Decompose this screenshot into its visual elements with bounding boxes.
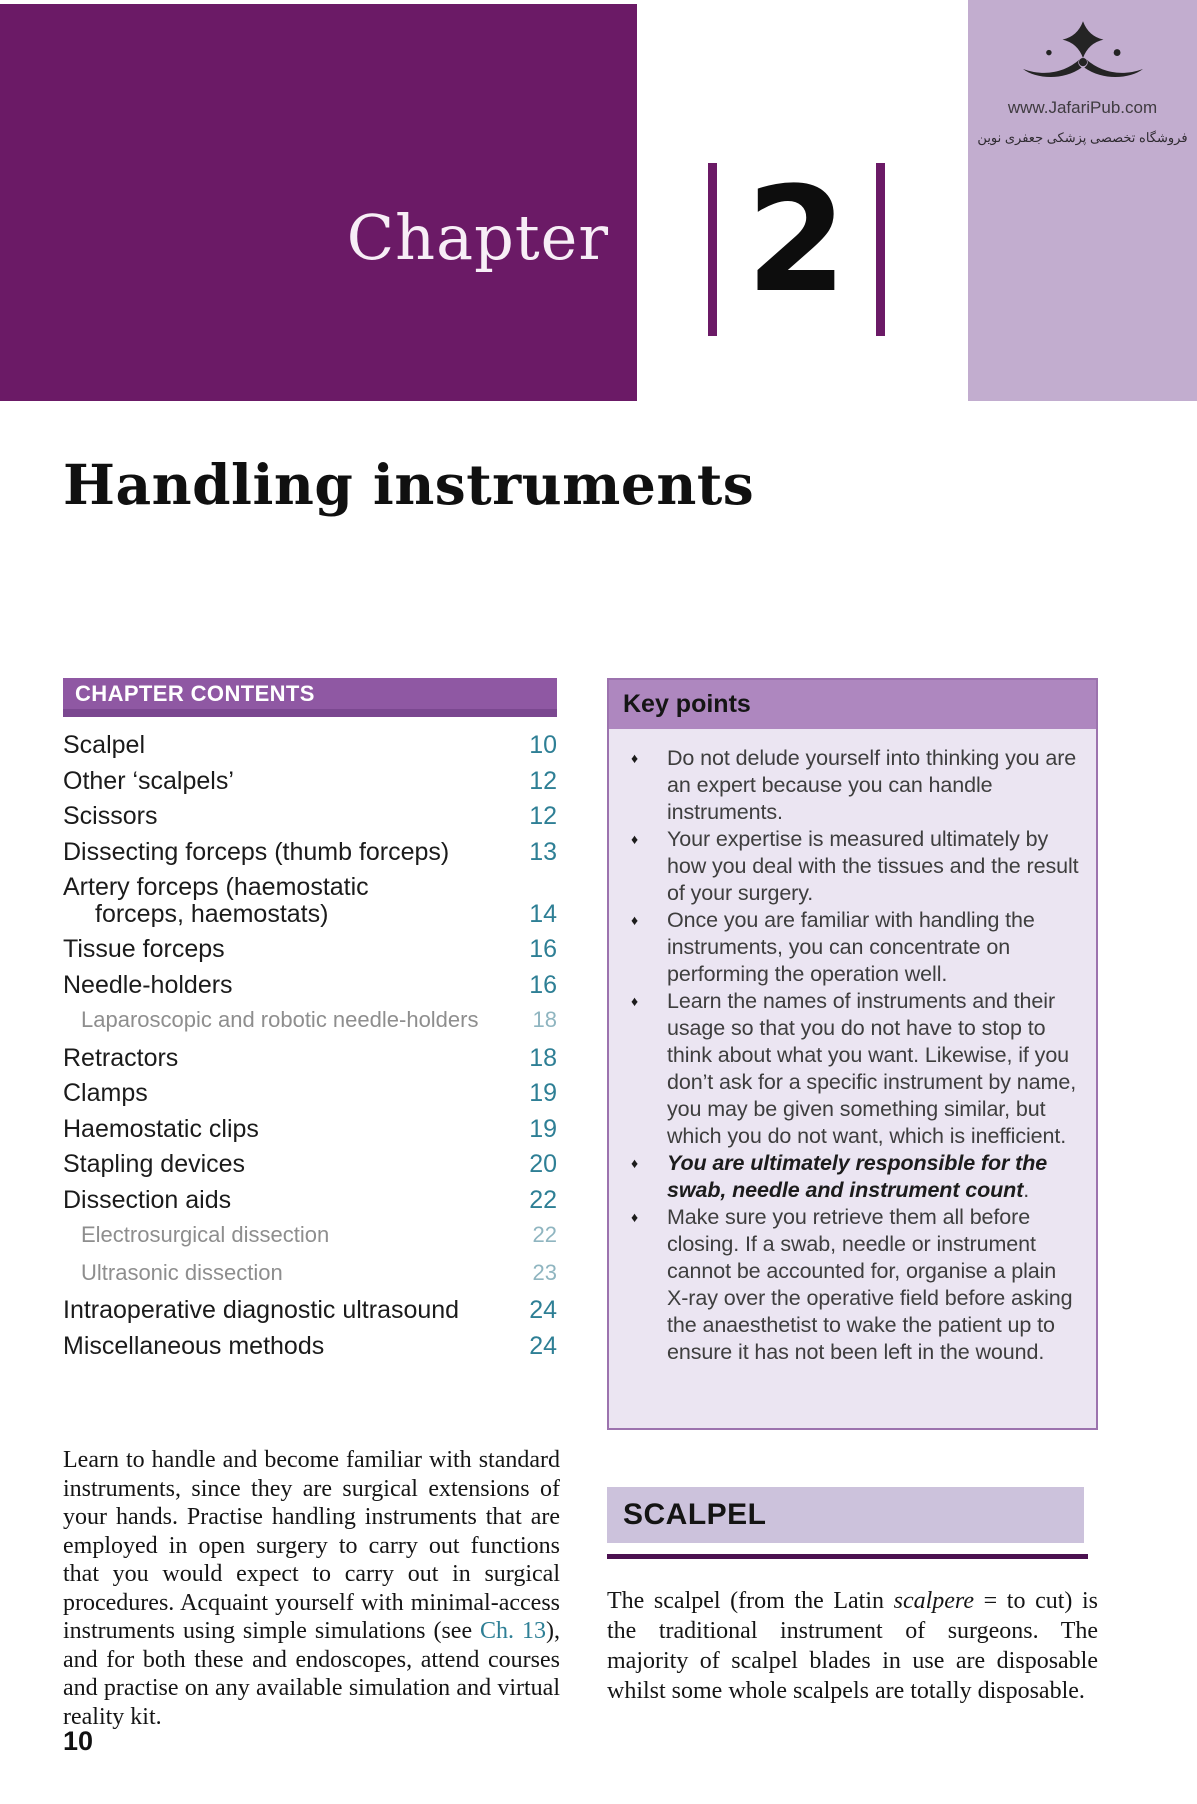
scalpel-section-rule: [607, 1554, 1088, 1559]
toc-page-number[interactable]: 10: [529, 731, 557, 759]
toc-row[interactable]: [63, 839, 557, 866]
page-title: Handling instruments: [63, 452, 755, 517]
toc-row[interactable]: [63, 972, 557, 999]
keypoint-item: [627, 1204, 1082, 1366]
toc-label: Scissors: [63, 802, 158, 830]
diamond-bullet-icon: ♦: [631, 1155, 639, 1171]
toc-row-sub[interactable]: [63, 1007, 557, 1034]
toc-page-number[interactable]: 12: [529, 802, 557, 830]
toc-page-number[interactable]: 23: [532, 1259, 557, 1285]
toc-row[interactable]: [63, 1045, 557, 1072]
toc-row-sub[interactable]: [63, 1222, 557, 1249]
publisher-logo-icon: [1008, 16, 1158, 96]
toc-page-number[interactable]: 20: [529, 1150, 557, 1178]
toc-row-sub[interactable]: [63, 1260, 557, 1287]
toc-label: Clamps: [63, 1079, 148, 1107]
toc-page-number[interactable]: 16: [529, 970, 557, 999]
keypoint-text: Make sure you retrieve them all before closing. If a swab, needle or instrument cannot be accounted for, organise a plain X-ray over the operative field before asking the anaesthetist to wake the patient up to ensure it has not been left in the wound.: [667, 1205, 1073, 1364]
toc-label: Ultrasonic dissection: [81, 1259, 283, 1285]
publisher-url: www.JafariPub.com: [1007, 98, 1158, 117]
latin-term: scalpere: [893, 1588, 975, 1614]
toc-row[interactable]: [63, 936, 557, 963]
toc-label: Other ‘scalpels’: [63, 766, 234, 795]
chapter-number: 2: [746, 156, 847, 325]
diamond-bullet-icon: ♦: [631, 831, 639, 847]
intro-paragraph: Learn to handle and become familiar with standard instruments, since they are surgical extensions of your hands. Practise handling instruments that are employed in open surgery to carry out functions that you would expect to carry out in surgical procedures. Acquaint yourself with minimal-access instruments using simple simulations (see Ch. 13), and for both these and endoscopes, attend courses and practise on any available simulation and virtual reality kit.: [63, 1447, 560, 1730]
page-number: 10: [63, 1726, 94, 1756]
toc-row[interactable]: [63, 1187, 557, 1214]
toc-row[interactable]: [63, 1297, 557, 1324]
toc-label: Haemostatic clips: [63, 1114, 259, 1143]
publisher-tagline: فروشگاه تخصصی پزشکی جعفری نوین: [977, 130, 1188, 145]
toc-row[interactable]: [63, 1116, 557, 1143]
keypoint-item: [627, 988, 1082, 1150]
toc-label: Stapling devices: [63, 1150, 246, 1178]
publisher-brand-block: [968, 0, 1197, 401]
keypoint-text: Do not delude yourself into thinking you are an expert because you can handle instruments.: [667, 746, 1077, 824]
keypoint-item-emphasized: [627, 1150, 1082, 1204]
toc-label: Retractors: [63, 1043, 179, 1072]
toc-row[interactable]: [63, 1333, 557, 1360]
keypoint-item: [627, 907, 1082, 988]
toc-page-number[interactable]: 14: [529, 899, 557, 928]
toc-page-number[interactable]: 22: [532, 1222, 557, 1247]
toc-page-number[interactable]: 24: [529, 1296, 557, 1324]
toc-label: Intraoperative diagnostic ultrasound: [63, 1296, 460, 1324]
toc-label: Electrosurgical dissection: [81, 1222, 330, 1247]
toc-label: Tissue forceps: [63, 935, 225, 963]
diamond-bullet-icon: ♦: [631, 993, 639, 1009]
key-points-box: [607, 678, 1098, 1430]
toc-row[interactable]: [63, 1080, 557, 1107]
contents-header: CHAPTER CONTENTS: [63, 678, 557, 717]
toc-list: [63, 732, 557, 1359]
toc-label: Miscellaneous methods: [63, 1331, 325, 1360]
key-points-list: [609, 729, 1096, 1366]
chapter-13-link[interactable]: Ch. 13: [480, 1618, 546, 1644]
scalpel-paragraph: The scalpel (from the Latin scalpere = to cut) is the traditional instrument of surgeons. The majority of scalpel blades in use are disposable whilst some whole scalpels are totally disposable.: [607, 1588, 1098, 1704]
keypoint-item: [627, 826, 1082, 907]
chapter-number-left-bar: [708, 163, 717, 336]
toc-label: Laparoscopic and robotic needle-holders: [81, 1007, 479, 1032]
keypoint-text: Once you are familiar with handling the instruments, you can concentrate on performing the operation well.: [667, 908, 1035, 986]
toc-page-number[interactable]: 22: [529, 1185, 557, 1214]
chapter-label: Chapter: [346, 201, 609, 274]
toc-label: Scalpel: [63, 731, 145, 759]
toc-page-number[interactable]: 18: [529, 1043, 557, 1072]
toc-label: Needle-holders: [63, 970, 233, 999]
toc-row[interactable]: [63, 732, 557, 759]
toc-page-number[interactable]: 18: [532, 1007, 557, 1032]
toc-label: Artery forceps (haemostatic forceps, haemostats): [63, 873, 369, 928]
diamond-bullet-icon: ♦: [631, 750, 639, 766]
scalpel-section-heading: SCALPEL: [607, 1487, 1084, 1543]
chapter-number-right-bar: [876, 163, 885, 336]
toc-page-number[interactable]: 19: [529, 1114, 557, 1143]
toc-row[interactable]: [63, 768, 557, 795]
keypoint-text: Learn the names of instruments and their usage so that you do not have to stop to think about what you want. Likewise, if you don’t ask for a specific instrument by name, you may be given something similar, but which you do not want, which is inefficient.: [667, 989, 1077, 1148]
toc-label: Dissecting forceps (thumb forceps): [63, 837, 450, 866]
diamond-bullet-icon: ♦: [631, 1209, 639, 1225]
toc-page-number[interactable]: 13: [529, 837, 557, 866]
key-points-title: Key points: [609, 680, 1096, 729]
keypoint-text: Your expertise is measured ultimately by how you deal with the tissues and the result of your surgery.: [667, 827, 1079, 905]
toc-row[interactable]: [63, 803, 557, 830]
keypoint-text: You are ultimately responsible for the swab, needle and instrument count.: [667, 1151, 1048, 1202]
keypoint-item: [627, 745, 1082, 826]
toc-page-number[interactable]: 24: [529, 1331, 557, 1360]
chapter-contents: [63, 678, 557, 1368]
toc-row[interactable]: [63, 874, 557, 927]
toc-page-number[interactable]: 16: [529, 935, 557, 963]
diamond-bullet-icon: ♦: [631, 912, 639, 928]
toc-page-number[interactable]: 19: [529, 1079, 557, 1107]
chapter-banner: [0, 4, 637, 401]
toc-page-number[interactable]: 12: [529, 766, 557, 795]
toc-row[interactable]: [63, 1151, 557, 1178]
toc-label: Dissection aids: [63, 1185, 232, 1214]
